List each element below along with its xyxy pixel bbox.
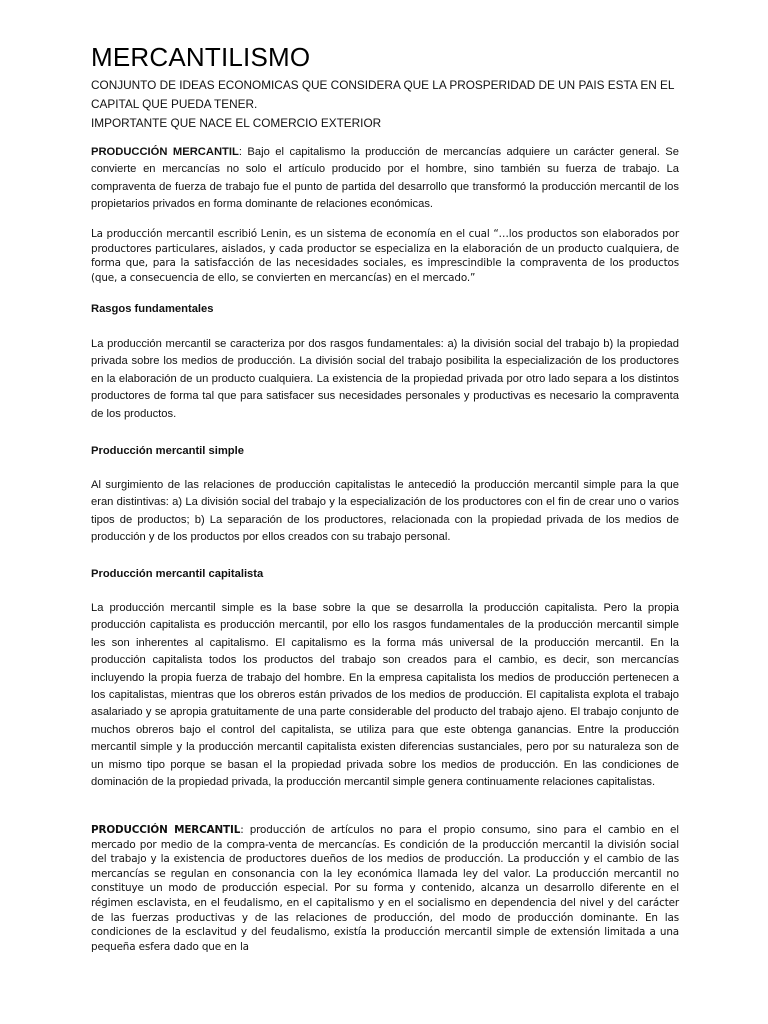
lenin-paragraph: La producción mercantil escribió Lenin, es un sistema de economía en el cual “…los productos son elaborados por productores particulares, aislados, y cada productor se especializa en la elaboración de un producto cualquiera, de forma que, para la satisfacción de las necesidades sociales, es imprescindible la compraventa de los productos (que, a consecuencia de ello, se convierten en mercancías) en el mercado.”: [91, 228, 679, 284]
rasgos-heading: Rasgos fundamentales: [91, 303, 214, 315]
section1-term: PRODUCCIÓN MERCANTIL: [91, 146, 239, 158]
simple-paragraph: Al surgimiento de las relaciones de producción capitalistas le antecedió la producción mercantil simple para la que eran distintivas: a) La división social del trabajo y la especialización de los productores con el fin de crear uno o varios tipos de productos; b) La separación de los productores, relacionada con la propiedad privada de los medios de producción y de los productos por ellos creados con su trabajo personal.: [91, 479, 679, 544]
capitalista-paragraph: La producción mercantil simple es la base sobre la que se desarrolla la producción capitalista. Pero la propia producción capitalista es producción mercantil, por ello los rasgos fundamentales de la producción mercantil simple les son inherentes al capitalismo. El capitalismo es la forma más universal de la producción mercantil. En la producción capitalista todos los productos del trabajo son creados para el cambio, es decir, son mercancías incluyendo la propia fuerza de trabajo del hombre. En la empresa capitalista los medios de producción pertenecen a los capitalistas, mientras que los obreros están privados de los medios de producción. El capitalista explota el trabajo asalariado y se apropia gratuitamente de una parte considerable del producto del trabajo ajeno. El trabajo conjunto de muchos obreros bajo el control del capitalista, se utiliza para que este obtenga ganancias. Entre la producción mercantil simple y la producción mercantil capitalista existen diferencias sustanciales, pero por su naturaleza son de un mismo tipo porque se basan el la propiedad privada sobre los medios de producción. En las condiciones de dominación de la propiedad privada, la producción mercantil simple genera continuamente relaciones capitalistas.: [91, 602, 679, 789]
final-paragraph: [91, 823, 679, 954]
final-text: : producción de artículos no para el propio consumo, sino para el cambio en el mercado por medio de la compra-venta de mercancías. Es condición de la producción mercantil la división social del trabajo y la existencia de productores dueños de los medios de producción. La producción y el cambio de las mercancías se regulan en consonancia con la ley económica llamada ley del valor. La producción mercantil no constituye un modo de producción especial. Por su forma y contenido, alcanza un desarrollo diferente en el régimen esclavista, en el feudalismo, en el capitalismo y en el socialismo en dependencia del nivel y del carácter de las fuerzas productivas y de las relaciones de producción, del modo de producción dominante. En las condiciones de la esclavitud y del feudalismo, existía la producción mercantil simple de extensión limitada a una pequeña esfera dado que en la: [91, 824, 680, 953]
final-term: PRODUCCIÓN MERCANTIL: [91, 824, 241, 836]
intro-block: [91, 76, 691, 133]
intro-line: CONJUNTO DE IDEAS ECONOMICAS QUE CONSIDERA QUE LA PROSPERIDAD DE UN PAIS ESTA EN EL: [91, 78, 675, 92]
capitalista-heading: Producción mercantil capitalista: [91, 568, 264, 580]
section1-paragraph: [91, 144, 679, 214]
section1-text: : Bajo el capitalismo la producción de mercancías adquiere un carácter general. Se convierte en mercancías no solo el artículo producido por el hombre, sino también su fuerza de trabajo. La compraventa de fuerza de trabajo fue el punto de partida del desarrollo que transformó la producción mercantil de los propietarios privados en forma dominante de relaciones económicas.: [91, 146, 679, 211]
intro-line: CAPITAL QUE PUEDA TENER.: [91, 97, 258, 111]
simple-heading: Producción mercantil simple: [91, 445, 244, 457]
intro-line: IMPORTANTE QUE NACE EL COMERCIO EXTERIOR: [91, 116, 382, 130]
rasgos-paragraph: La producción mercantil se caracteriza por dos rasgos fundamentales: a) la división social del trabajo b) la propiedad privada sobre los medios de producción. La división social del trabajo posibilita la especialización de los productores en la elaboración de un producto cualquiera. La existencia de la propiedad privada por otro lado separa a los distintos productores de forma tal que para satisfacer sus necesidades personales y productivas es necesario la compraventa de los productos.: [91, 338, 679, 420]
document-title: MERCANTILISMO: [91, 42, 311, 72]
